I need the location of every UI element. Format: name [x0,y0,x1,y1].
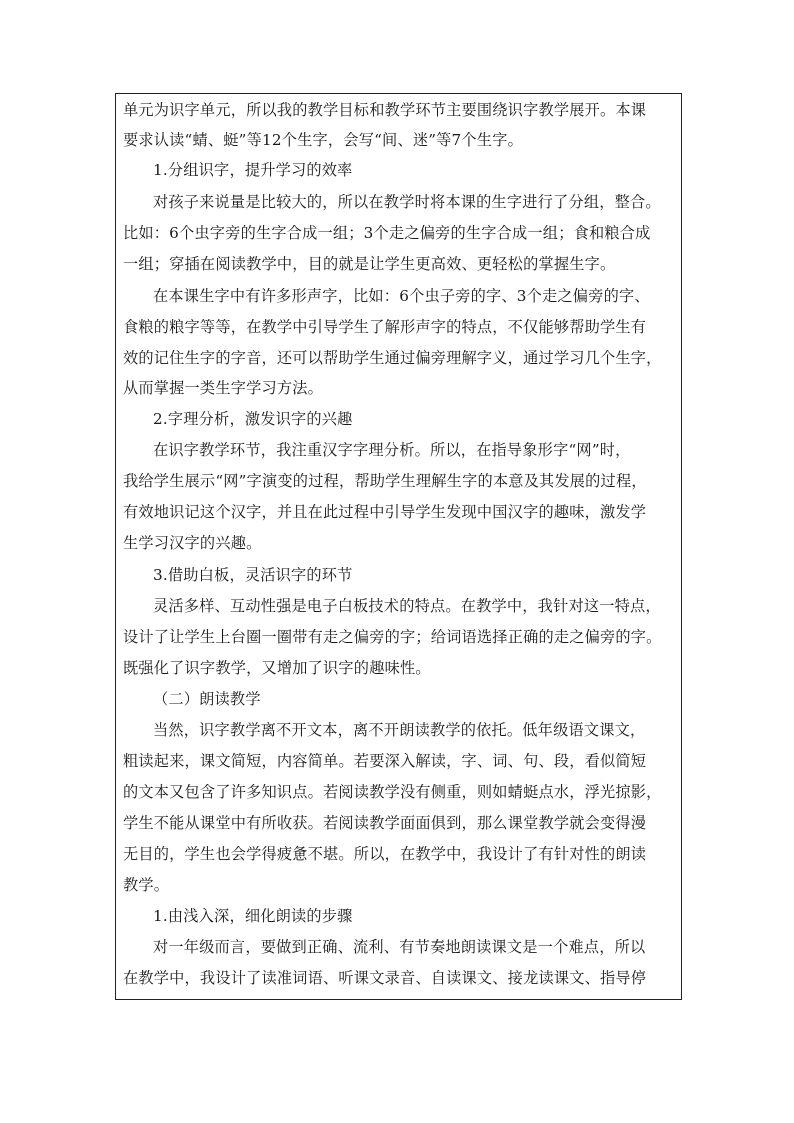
section-heading: 1.由浅入深，细化朗读的步骤 [153,907,353,925]
text-line: 设计了让学生上台圈一圈带有走之偏旁的字；给词语选择正确的走之偏旁的字。 [123,628,662,646]
paragraph-first-line: 在本课生字中有许多形声字，比如：6个虫子旁的字、3个走之偏旁的字、 [153,287,650,305]
text-line: 一组；穿插在阅读教学中，目的就是让学生更高效、更轻松的掌握生字。 [123,255,616,273]
section-heading: 3.借助白板，灵活识字的环节 [153,566,353,584]
section-heading: （二）朗读教学 [153,690,261,708]
text-line: 单元为识字单元，所以我的教学目标和教学环节主要围绕识字教学展开。本课 [123,101,647,119]
text-line: 有效地识记这个汉字，并且在此过程中引导学生发现中国汉字的趣味，激发学 [123,503,647,521]
paragraph-first-line: 灵活多样、互动性强是电子白板技术的特点。在教学中，我针对这一特点， [153,597,661,615]
text-line: 生学习汉字的兴趣。 [123,534,262,552]
text-line: 教学。 [123,876,170,894]
text-line: 比如：6个虫字旁的生字合成一组；3个走之偏旁的生字合成一组；食和粮合成 [123,224,651,242]
text-line: 在教学中，我设计了读准词语、听课文录音、自读课文、接龙读课文、指导停 [123,969,647,987]
paragraph-first-line: 对一年级而言，要做到正确、流利、有节奏地朗读课文是一个难点，所以 [153,938,646,956]
paragraph-first-line: 当然，识字教学离不开文本，离不开朗读教学的依托。低年级语文课文， [153,721,646,739]
text-line: 我给学生展示“网”字演变的过程，帮助学生理解生字的本意及其发展的过程， [123,472,647,490]
text-line: 从而掌握一类生字学习方法。 [123,379,324,397]
section-heading: 2.字理分析，激发识字的兴趣 [153,410,353,428]
text-line: 要求认读“蜻、蜓”等12个生字，会写“间、迷”等7个生字。 [123,131,523,149]
paragraph-first-line: 对孩子来说量是比较大的，所以在教学时将本课的生字进行了分组，整合。 [153,193,661,211]
text-line: 学生不能从课堂中有所收获。若阅读教学面面俱到，那么课堂教学就会变得漫 [123,814,647,832]
text-line: 既强化了识字教学，又增加了识字的趣味性。 [123,659,431,677]
paragraph-first-line: 在识字教学环节，我注重汉字字理分析。所以，在指导象形字“网”时， [153,441,631,459]
section-heading: 1.分组识字，提升学习的效率 [153,161,353,179]
text-line: 无目的，学生也会学得疲惫不堪。所以，在教学中，我设计了有针对性的朗读 [123,845,647,863]
text-line: 的文本又包含了许多知识点。若阅读教学没有侧重，则如蜻蜓点水，浮光掠影， [123,783,662,801]
text-line: 粗读起来，课文简短，内容简单。若要深入解读，字、词、句、段，看似简短 [123,752,647,770]
text-line: 食粮的粮字等等，在教学中引导学生了解形声字的特点，不仅能够帮助学生有 [123,318,647,336]
text-line: 效的记住生字的字音，还可以帮助学生通过偏旁理解字义，通过学习几个生字， [123,349,662,367]
